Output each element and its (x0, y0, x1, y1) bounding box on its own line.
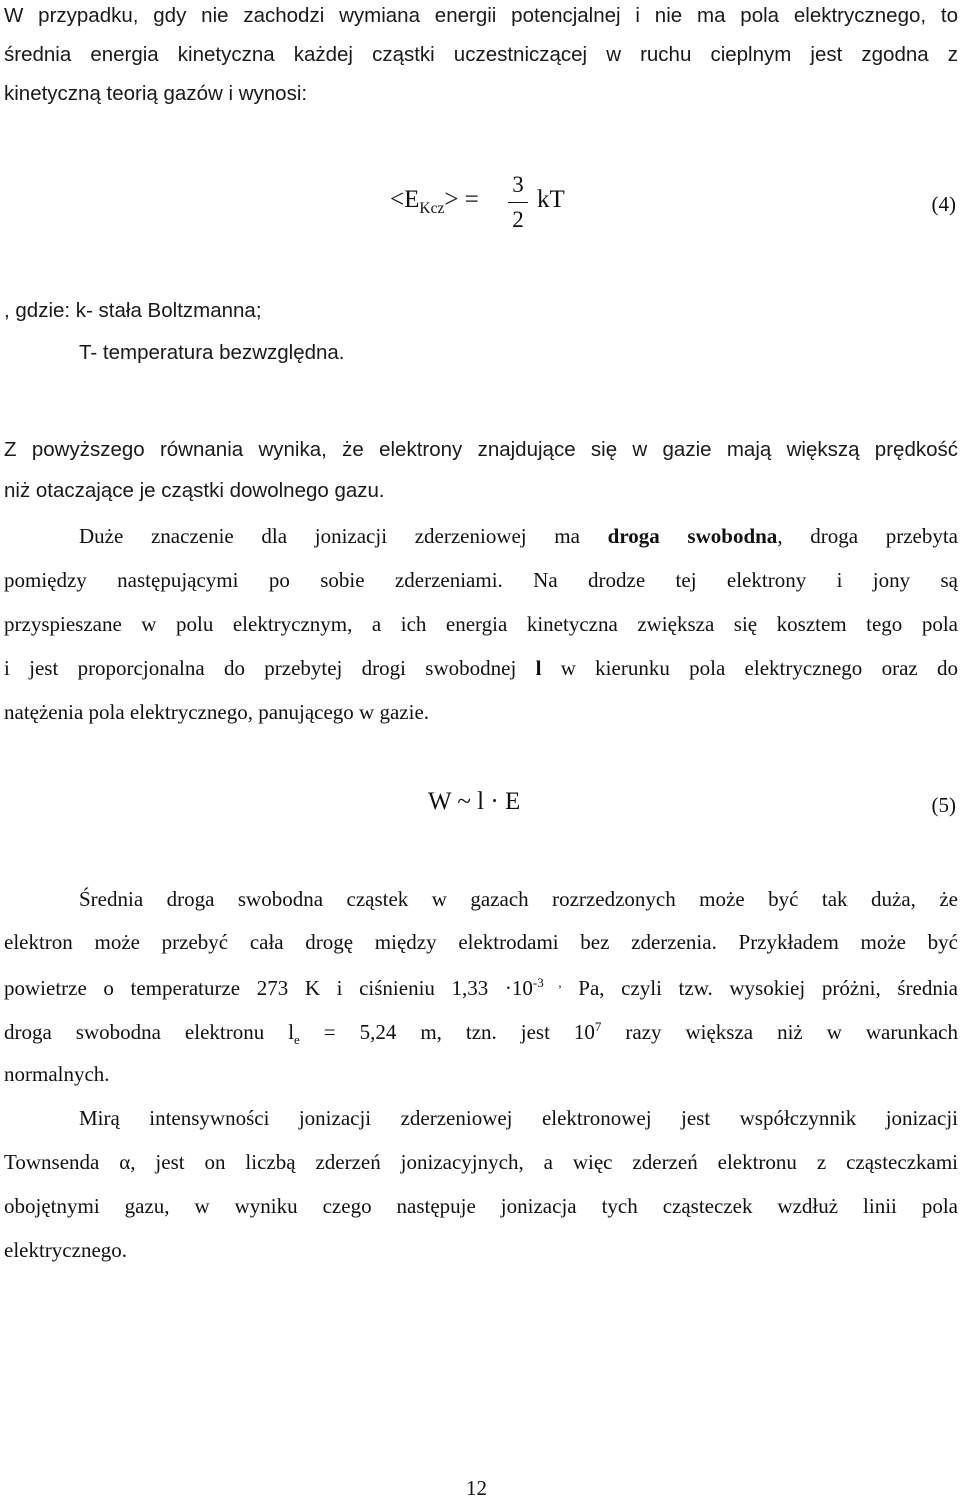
eq4-frac-den: 2 (512, 207, 524, 232)
para4-line4-sub: e (294, 1032, 300, 1048)
para3-line4-a: i jest proporcjonalna do przebytej drogi swobodnej (4, 656, 517, 680)
para5-line1: Mirą intensywności jonizacji zderzeniowej elektronowej jest współczynnik jonizacji (79, 1106, 958, 1130)
eq4-lhs-close: > = (444, 186, 479, 213)
para4-line5: normalnych. (4, 1062, 110, 1086)
page-number: 12 (466, 1476, 487, 1500)
eq4-number: (4) (931, 192, 956, 216)
para3-line4 (4, 658, 958, 679)
eq4-fraction (508, 172, 528, 233)
para3-line3: przyspieszane w polu elektrycznym, a ich energia kinetyczna zwiększa się kosztem tego pola (4, 612, 958, 636)
para4-line4-c: razy większa niż w warunkach (601, 1020, 958, 1044)
para3-line1-b: , droga przebyta (777, 524, 959, 548)
para3-line2: pomiędzy następującymi po sobie zderzeniami. Na drodze tej elektrony i jony są (4, 568, 958, 592)
para3-line4-b: w kierunku pola elektrycznego oraz do (560, 656, 959, 680)
para3-line1-a: Duże znaczenie dla jonizacji zderzeniowej ma (79, 524, 580, 548)
para2-line2: niż otaczające je cząstki dowolnego gazu. (4, 479, 385, 502)
eq4-lhs-open: <E (390, 186, 420, 213)
para5-line2: Townsenda α, jest on liczbą zderzeń jonizacyjnych, a więc zderzeń elektronu z cząsteczkami (4, 1150, 958, 1174)
where-line1: , gdzie: k- stała Boltzmanna; (4, 299, 262, 322)
eq4-lhs-sub: Kcz (419, 200, 445, 217)
para2-line1: Z powyższego równania wynika, że elektrony znajdujące się w gazie mają większą prędkość (4, 438, 958, 461)
para5-line4: elektrycznego. (4, 1238, 128, 1262)
para3-line1 (79, 526, 958, 547)
para3-symbol-l: l (535, 656, 542, 680)
para4-line4-b: = 5,24 m, tzn. jest 10 (299, 1020, 595, 1044)
where-line2: T- temperatura bezwzględna. (79, 341, 345, 364)
para4-line4 (4, 1020, 958, 1046)
eq5-number: (5) (931, 793, 956, 817)
para4-line4-sup: 7 (594, 1019, 602, 1034)
para4-line3-a: powietrze o temperaturze 273 K i ciśnieniu 1,33 ·10 (4, 976, 533, 1000)
equation-5: W ~ l · E (428, 788, 521, 815)
para1-line1: W przypadku, gdy nie zachodzi wymiana energii potencjalnej i nie ma pola elektrycznego, to (4, 4, 958, 27)
para4-line3-sup: -3 , (532, 975, 562, 990)
para4-line2: elektron może przebyć cała drogę między elektrodami bez zderzenia. Przykładem może być (4, 930, 958, 954)
para3-term-free-path: droga swobodna (607, 524, 778, 548)
para1-line2: średnia energia kinetyczna każdej cząstki uczestniczącej w ruchu cieplnym jest zgodna z (4, 43, 958, 66)
para5-line3: obojętnymi gazu, w wyniku czego następuje jonizacja tych cząsteczek wzdłuż linii pola (4, 1194, 958, 1218)
eq4-frac-num: 3 (512, 172, 524, 197)
para1-line3: kinetyczną teorią gazów i wynosi: (4, 82, 308, 105)
para3-line5: natężenia pola elektrycznego, panującego w gazie. (4, 700, 430, 724)
para4-line4-a: droga swobodna elektronu l (4, 1020, 295, 1044)
equation-4 (390, 186, 479, 218)
eq4-rhs: kT (537, 186, 565, 213)
para4-line3 (4, 976, 958, 999)
para4-line3-b: Pa, czyli tzw. wysokiej próżni, średnia (561, 976, 958, 1000)
eq4-frac-bar (508, 202, 528, 203)
para4-line1: Średnia droga swobodna cząstek w gazach rozrzedzonych może być tak duża, że (79, 887, 958, 911)
